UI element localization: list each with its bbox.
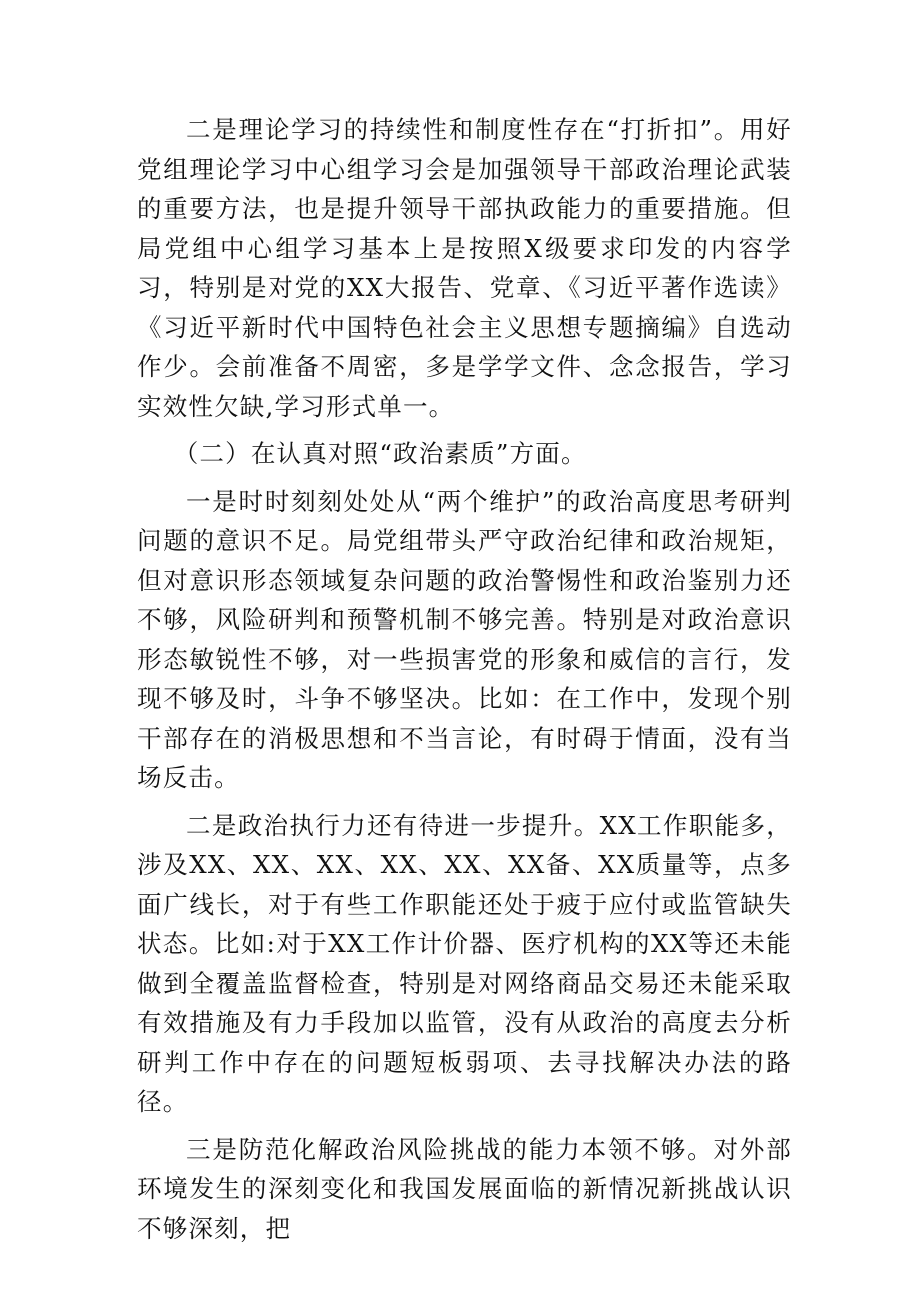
document-body bbox=[137, 110, 792, 1256]
paragraph-theory-study: 二是理论学习的持续性和制度性存在“打折扣”。用好党组理论学习中心组学习会是加强领导干部政治理论武装的重要方法，也是提升领导干部执政能力的重要措施。但局党组中心组学习基本上是按照X级要求印发的内容学习，特别是对党的XX大报告、党章、《习近平著作选读》《习近平新时代中国特色社会主义思想专题摘编》自选动作少。会前准备不周密，多是学学文件、念念报告，学习实效性欠缺,学习形式单一。 bbox=[137, 115, 792, 421]
paragraph-two-safeguards: 一是时时刻刻处处从“两个维护”的政治高度思考研判问题的意识不足。局党组带头严守政治纪律和政治规矩，但对意识形态领域复杂问题的政治警惕性和政治鉴别力还不够，风险研判和预警机制不够完善。特别是对政治意识形态敏锐性不够，对一些损害党的形象和威信的言行，发现不够及时，斗争不够坚决。比如：在工作中，发现个别干部存在的消极思想和不当言论，有时碍于情面，没有当场反击。 bbox=[137, 486, 792, 792]
paragraph-political-risk: 三是防范化解政治风险挑战的能力本领不够。对外部环境发生的深刻变化和我国发展面临的新情况新挑战认识不够深刻，把 bbox=[137, 1134, 792, 1243]
paragraph-political-execution: 二是政治执行力还有待进一步提升。XX工作职能多，涉及XX、XX、XX、XX、XX、XX备、XX质量等，点多面广线长，对于有些工作职能还处于疲于应付或监管缺失状态。比如:对于XX工作计价器、医疗机构的XX等还未能做到全覆盖监督检查，特别是对网络商品交易还未能采取有效措施及有力手段加以监管，没有从政治的高度去分析研判工作中存在的问题短板弱项、去寻找解决办法的路径。 bbox=[137, 810, 792, 1116]
section-heading-political-quality: （二）在认真对照“政治素质”方面。 bbox=[173, 439, 587, 468]
